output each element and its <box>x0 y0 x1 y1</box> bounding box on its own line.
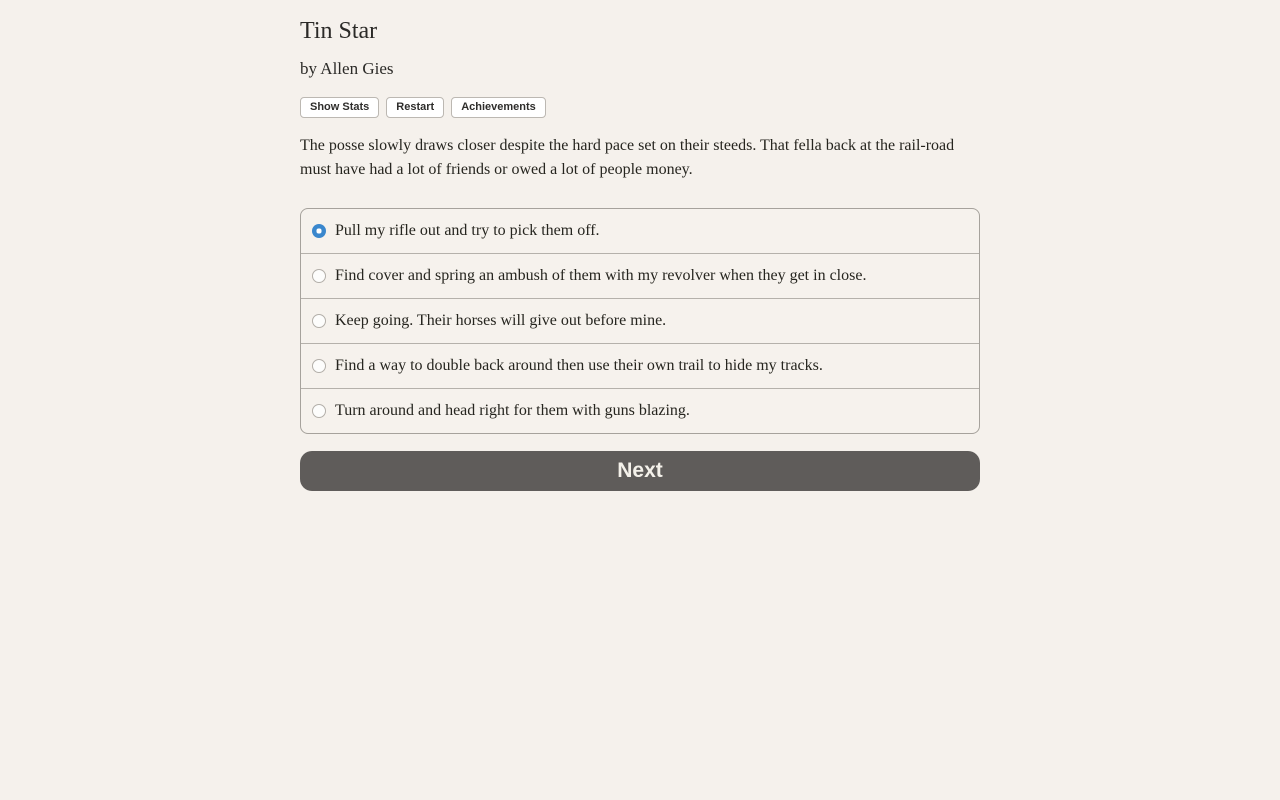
choice-option[interactable] <box>301 343 979 388</box>
radio-button-icon[interactable] <box>312 359 326 373</box>
choice-label: Pull my rifle out and try to pick them off. <box>335 221 600 239</box>
game-title: Tin Star <box>300 18 378 44</box>
choice-option[interactable] <box>301 388 979 433</box>
radio-button-icon[interactable] <box>312 224 326 238</box>
radio-button-icon[interactable] <box>312 404 326 418</box>
achievements-button[interactable]: Achievements <box>451 97 546 118</box>
choice-label: Keep going. Their horses will give out before mine. <box>335 311 667 329</box>
toolbar <box>300 97 980 118</box>
choice-label: Find a way to double back around then use their own trail to hide my tracks. <box>335 356 823 374</box>
choice-label: Turn around and head right for them with guns blazing. <box>335 401 690 419</box>
restart-button[interactable]: Restart <box>386 97 444 118</box>
choice-label: Find cover and spring an ambush of them with my revolver when they get in close. <box>335 266 867 284</box>
game-author: by Allen Gies <box>300 59 394 78</box>
choice-option[interactable] <box>301 253 979 298</box>
choice-option[interactable] <box>301 298 979 343</box>
radio-button-icon[interactable] <box>312 269 326 283</box>
choice-option[interactable] <box>301 209 979 253</box>
story-paragraph: The posse slowly draws closer despite the hard pace set on their steeds. That fella back at the rail-road must have had a lot of friends or owed a lot of people money. <box>300 137 955 178</box>
choice-list <box>300 208 980 434</box>
next-button[interactable]: Next <box>300 451 980 491</box>
show-stats-button[interactable]: Show Stats <box>300 97 379 118</box>
radio-button-icon[interactable] <box>312 314 326 328</box>
game-page <box>300 0 980 491</box>
